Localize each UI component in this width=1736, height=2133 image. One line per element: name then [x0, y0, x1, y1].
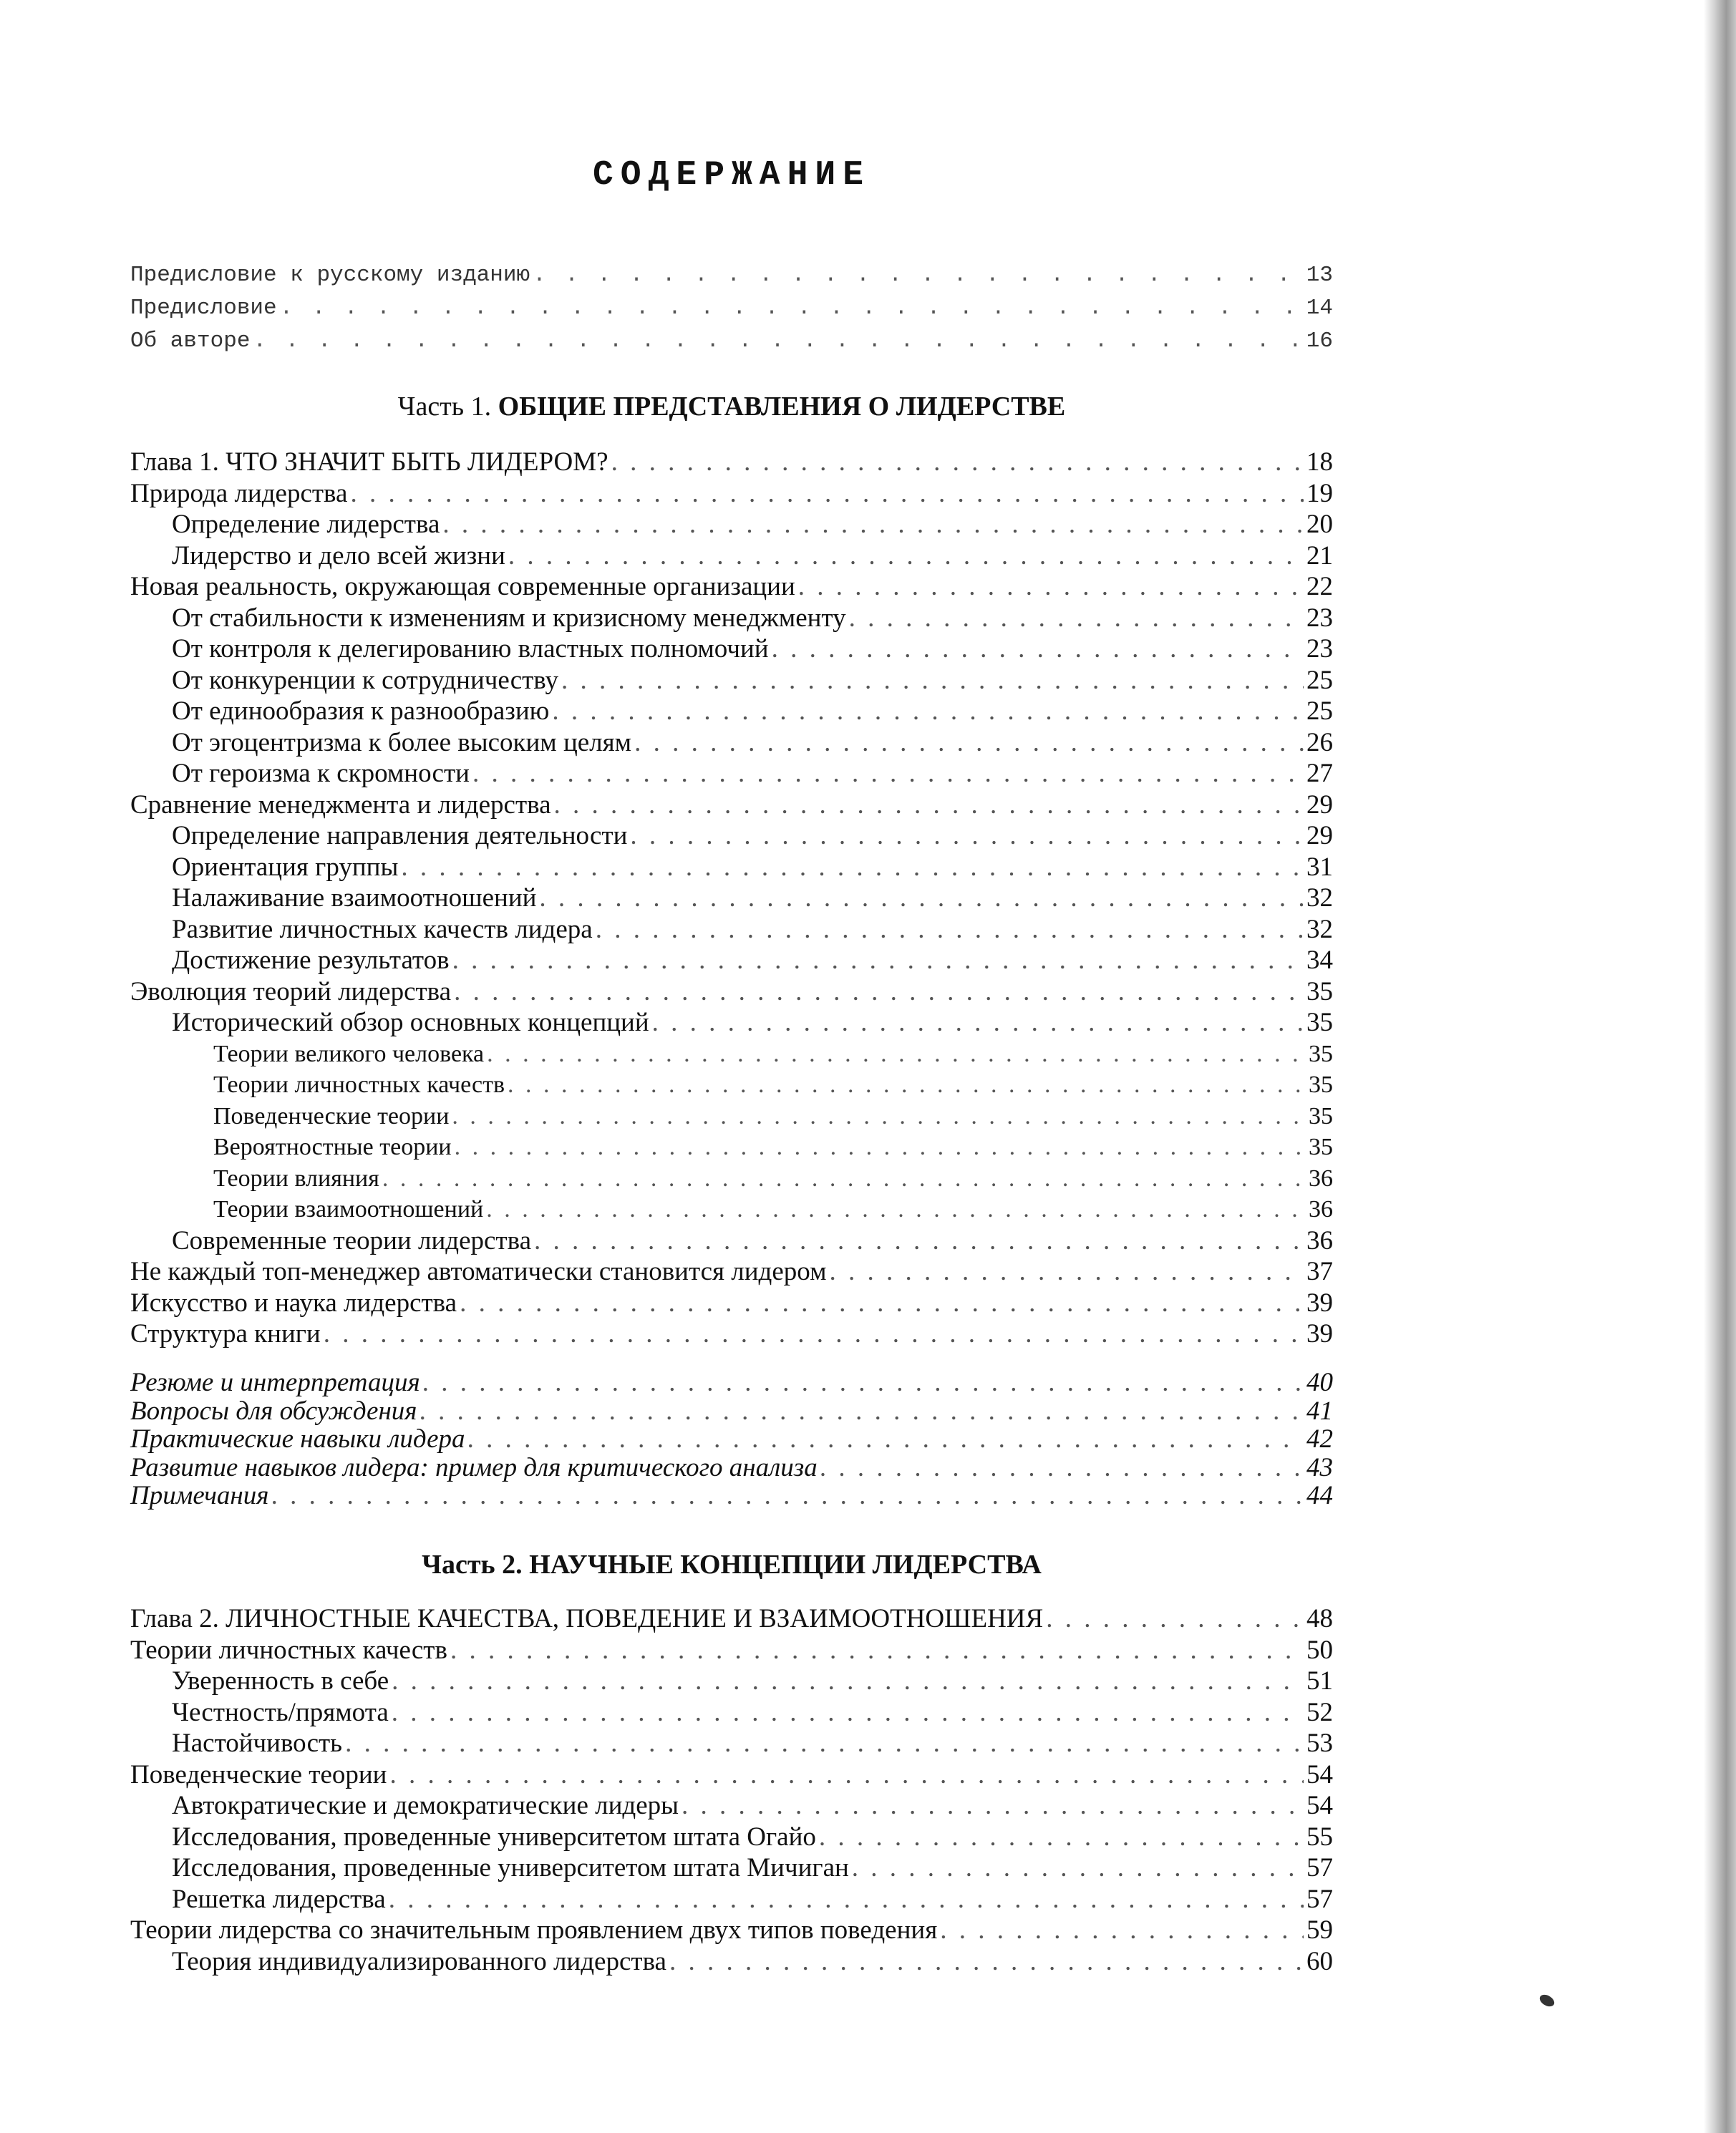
toc-entry[interactable] [130, 633, 1333, 665]
dot-leader [420, 1397, 1304, 1426]
toc-entry[interactable] [130, 1697, 1333, 1729]
toc-entry[interactable] [130, 1007, 1333, 1039]
toc-entry-page: 54 [1306, 1759, 1333, 1789]
toc-entry-page: 44 [1306, 1481, 1333, 1510]
dot-leader [324, 1318, 1304, 1350]
toc-entry-page: 35 [1309, 1134, 1333, 1160]
toc-entry-title: Не каждый топ-менеджер автоматически становится лидером [130, 1257, 827, 1286]
toc-entry-title: Теории взаимоотношений [213, 1196, 484, 1223]
part1-title: ОБЩИЕ ПРЕДСТАВЛЕНИЯ О ЛИДЕРСТВЕ [498, 392, 1066, 422]
toc-entry-page: 22 [1306, 572, 1333, 601]
toc-entry[interactable] [130, 1225, 1333, 1257]
toc-entry[interactable] [130, 1397, 1333, 1426]
toc-entry-page: 53 [1306, 1729, 1333, 1758]
toc-entry-title: Развитие навыков лидера: пример для критического анализа [130, 1452, 818, 1482]
toc-entry-title: Развитие личностных качеств лидера [172, 914, 593, 944]
dot-leader [819, 1822, 1304, 1853]
part1-heading [130, 391, 1333, 422]
dot-leader [798, 571, 1304, 603]
dot-leader [552, 696, 1304, 727]
toc-entry-page: 35 [1306, 1008, 1333, 1037]
toc-entry-page: 60 [1306, 1946, 1333, 1976]
dot-leader [852, 1852, 1304, 1884]
toc-entry-page: 48 [1306, 1604, 1333, 1633]
toc-entry-page: 25 [1306, 696, 1333, 726]
part2-title: НАУЧНЫЕ КОНЦЕПЦИИ ЛИДЕРСТВА [529, 1550, 1042, 1580]
toc-entry[interactable] [130, 1369, 1333, 1397]
dot-leader [389, 1884, 1304, 1915]
dot-leader [401, 852, 1304, 883]
toc-entry[interactable] [130, 1666, 1333, 1697]
toc-entry-title: Определение направления деятельности [172, 821, 628, 850]
toc-entry[interactable] [130, 540, 1333, 572]
toc-entry-title: Искусство и наука лидерства [130, 1288, 457, 1318]
toc-entry[interactable] [130, 1288, 1333, 1319]
toc-entry[interactable] [130, 1132, 1333, 1163]
toc-entry-title: Уверенность в себе [172, 1666, 389, 1696]
toc-entry[interactable] [130, 1454, 1333, 1482]
toc-entry-title: Теория индивидуализированного лидерства [172, 1946, 666, 1976]
toc-entry-title: Вопросы для обсуждения [130, 1396, 417, 1426]
toc-entry[interactable] [130, 727, 1333, 759]
toc-entry[interactable] [130, 789, 1333, 821]
toc-entry-title: Поведенческие теории [213, 1102, 450, 1129]
toc-entry-page: 51 [1306, 1666, 1333, 1696]
dot-leader [596, 914, 1304, 946]
toc-entry[interactable] [130, 976, 1333, 1008]
dot-leader [772, 633, 1304, 665]
toc-entry[interactable] [130, 1946, 1333, 1978]
toc-entry[interactable] [130, 1163, 1333, 1195]
toc-entry[interactable] [130, 1039, 1333, 1070]
toc-entry-page: 29 [1306, 821, 1333, 850]
dot-leader [830, 1256, 1304, 1288]
dot-leader [253, 325, 1303, 358]
toc-entry-title: Исследования, проведенные университетом штата Огайо [172, 1822, 816, 1852]
dot-leader [849, 603, 1304, 634]
toc-entry-page: 39 [1306, 1288, 1333, 1318]
toc-entry-title: Сравнение менеджмента и лидерства [130, 789, 551, 820]
toc-entry-page: 18 [1306, 447, 1333, 477]
toc-entry-title: От эгоцентризма к более высоким целям [172, 727, 632, 757]
toc-entry-page: 23 [1306, 634, 1333, 664]
toc-entry-page: 37 [1306, 1257, 1333, 1286]
dot-leader [669, 1946, 1304, 1978]
dot-leader [460, 1288, 1304, 1319]
toc-entry-title: Новая реальность, окружающая современные организации [130, 572, 795, 601]
toc-entry[interactable] [130, 1318, 1333, 1350]
toc-entry-page: 41 [1306, 1396, 1333, 1426]
toc-entry-title: Практические навыки лидера [130, 1424, 465, 1454]
dot-leader [486, 1194, 1306, 1225]
dot-leader [423, 1369, 1304, 1397]
toc-entry-title: Резюме и интерпретация [130, 1368, 420, 1397]
toc-entry[interactable] [130, 883, 1333, 914]
toc-entry-page: 16 [1306, 329, 1333, 354]
toc-entry[interactable] [130, 758, 1333, 789]
toc-entry-page: 14 [1306, 296, 1333, 321]
toc-entry[interactable] [130, 1603, 1333, 1635]
toc-entry[interactable] [130, 914, 1333, 946]
toc-entry[interactable] [130, 603, 1333, 634]
dot-leader [820, 1454, 1304, 1482]
page-title: СОДЕРЖАНИЕ [592, 156, 871, 195]
toc-entry[interactable] [130, 292, 1333, 325]
dot-leader [280, 292, 1304, 325]
toc-entry-page: 35 [1309, 1040, 1333, 1067]
toc-entry[interactable] [130, 1852, 1333, 1884]
scan-speck [1538, 1992, 1556, 2008]
dot-leader [345, 1728, 1304, 1759]
toc-entry-page: 29 [1306, 789, 1333, 820]
dot-leader [452, 945, 1304, 976]
dot-leader [682, 1790, 1304, 1822]
dot-leader [382, 1163, 1306, 1195]
toc-entry-title: От контроля к делегированию властных полномочий [172, 634, 769, 664]
toc-entry-title: Достижение результатов [172, 946, 450, 975]
part1-entries-list [130, 447, 1333, 1350]
toc-entry-page: 50 [1306, 1635, 1333, 1665]
dot-leader [634, 727, 1304, 759]
toc-entry-title: Современные теории лидерства [172, 1225, 531, 1255]
toc-entry[interactable] [130, 696, 1333, 727]
toc-entry-title: Налаживание взаимоотношений [172, 883, 537, 913]
dot-leader [389, 1759, 1304, 1791]
toc-entry-page: 35 [1309, 1102, 1333, 1129]
toc-entry-page: 36 [1306, 1225, 1333, 1255]
part2-entries-list [130, 1603, 1333, 1977]
dot-leader [652, 1007, 1304, 1039]
toc-entry-page: 54 [1306, 1791, 1333, 1820]
toc-entry-title: От стабильности к изменениям и кризисному менеджменту [172, 603, 846, 633]
toc-entry-title: Лидерство и дело всей жизни [172, 540, 505, 570]
toc-entry[interactable] [130, 1790, 1333, 1822]
toc-entry-page: 32 [1306, 914, 1333, 944]
dot-leader [455, 1132, 1306, 1163]
toc-entry-page: 20 [1306, 510, 1333, 539]
dot-leader [350, 478, 1304, 510]
toc-entry-page: 42 [1306, 1424, 1333, 1454]
toc-entry-title: Теории великого человека [213, 1040, 485, 1067]
dot-leader [450, 1635, 1304, 1666]
toc-entry-page: 34 [1306, 946, 1333, 975]
toc-entry-page: 52 [1306, 1697, 1333, 1727]
toc-entry-title: Эволюция теорий лидерства [130, 976, 452, 1006]
toc-entry[interactable] [130, 1728, 1333, 1759]
part2-heading [130, 1549, 1333, 1580]
toc-entry[interactable] [130, 1482, 1333, 1510]
dot-leader [454, 976, 1304, 1008]
dot-leader [940, 1915, 1304, 1946]
dot-leader [392, 1666, 1304, 1697]
part1-label: Часть 1. [397, 392, 492, 422]
toc-entry[interactable] [130, 852, 1333, 883]
toc-entry-page: 32 [1306, 883, 1333, 913]
toc-entry-title: Глава 1. ЧТО ЗНАЧИТ БЫТЬ ЛИДЕРОМ? [130, 447, 608, 477]
dot-leader [271, 1482, 1304, 1510]
toc-entry-title: Об авторе [130, 329, 251, 354]
toc-entry-title: От героизма к скромности [172, 759, 470, 788]
toc-entry-title: Вероятностные теории [213, 1134, 452, 1160]
toc-entry[interactable] [130, 1915, 1333, 1946]
toc-entry-title: Ориентация группы [172, 852, 399, 882]
toc-entry-page: 59 [1306, 1915, 1333, 1945]
toc-entry-title: Природа лидерства [130, 478, 348, 508]
toc-entry[interactable] [130, 259, 1333, 292]
toc-entry-title: Определение лидерства [172, 510, 440, 539]
toc-entry[interactable] [130, 1069, 1333, 1101]
toc-entry-title: Предисловие [130, 296, 277, 321]
toc-entry-page: 26 [1306, 727, 1333, 757]
toc-entry-title: Честность/прямота [172, 1697, 389, 1727]
toc-entry-page: 36 [1309, 1165, 1333, 1192]
toc-entry-page: 23 [1306, 603, 1333, 633]
page-edge-shadow [1704, 0, 1736, 2133]
toc-entry[interactable] [130, 1822, 1333, 1853]
toc-entry[interactable] [130, 1884, 1333, 1915]
dot-leader [1046, 1603, 1304, 1635]
toc-entry-title: Исследования, проведенные университетом штата Мичиган [172, 1853, 849, 1882]
toc-entry[interactable] [130, 447, 1333, 478]
toc-entry-title: Настойчивость [172, 1729, 343, 1758]
part1-extras-list [130, 1369, 1333, 1510]
toc-entry[interactable] [130, 1194, 1333, 1225]
toc-entry-page: 55 [1306, 1822, 1333, 1852]
dot-leader [508, 540, 1304, 572]
toc-entry[interactable] [130, 1256, 1333, 1288]
toc-entry-title: Теории лидерства со значительным проявлением двух типов поведения [130, 1915, 938, 1945]
toc-entry-page: 13 [1306, 263, 1333, 288]
toc-entry-title: Поведенческие теории [130, 1759, 387, 1789]
toc-entry[interactable] [130, 1635, 1333, 1666]
part2-label: Часть 2. [422, 1550, 523, 1580]
dot-leader [442, 509, 1304, 540]
toc-entry-title: Структура книги [130, 1319, 321, 1349]
toc-entry-title: Исторический обзор основных концепций [172, 1008, 649, 1037]
front-matter-list [130, 259, 1333, 358]
toc-entry[interactable] [130, 478, 1333, 510]
dot-leader [392, 1697, 1304, 1729]
toc-entry-page: 57 [1306, 1853, 1333, 1882]
toc-entry-title: Предисловие к русскому изданию [130, 263, 530, 288]
toc-entry-title: Теории личностных качеств [130, 1635, 447, 1665]
toc-entry-title: Теории влияния [213, 1165, 379, 1192]
toc-entry-page: 21 [1306, 540, 1333, 570]
dot-leader [533, 259, 1304, 292]
toc-entry-page: 19 [1306, 478, 1333, 508]
toc-entry[interactable] [130, 1425, 1333, 1454]
dot-leader [508, 1069, 1306, 1101]
dot-leader [468, 1425, 1304, 1454]
toc-entry[interactable] [130, 945, 1333, 976]
dot-leader [452, 1101, 1306, 1132]
toc-entry-page: 40 [1306, 1368, 1333, 1397]
toc-entry-page: 27 [1306, 759, 1333, 788]
toc-entry-title: Теории личностных качеств [213, 1072, 505, 1098]
dot-leader [487, 1039, 1306, 1070]
dot-leader [472, 758, 1304, 789]
toc-entry-page: 57 [1306, 1884, 1333, 1914]
dot-leader [539, 883, 1304, 914]
toc-entry[interactable] [130, 1101, 1333, 1132]
toc-entry[interactable] [130, 325, 1333, 358]
toc-entry-title: Глава 2. ЛИЧНОСТНЫЕ КАЧЕСТВА, ПОВЕДЕНИЕ И ВЗАИМООТНОШЕНИЯ [130, 1604, 1044, 1633]
dot-leader [554, 789, 1304, 821]
toc-entry-page: 39 [1306, 1319, 1333, 1349]
toc-entry-title: От единообразия к разнообразию [172, 696, 550, 726]
toc-entry[interactable] [130, 820, 1333, 852]
toc-entry[interactable] [130, 1759, 1333, 1791]
toc-entry-page: 25 [1306, 665, 1333, 695]
dot-leader [534, 1225, 1304, 1257]
toc-entry-page: 35 [1309, 1072, 1333, 1098]
toc-entry-title: Примечания [130, 1481, 269, 1510]
dot-leader [611, 447, 1304, 478]
toc-entry[interactable] [130, 665, 1333, 696]
toc-entry-page: 31 [1306, 852, 1333, 882]
toc-entry[interactable] [130, 571, 1333, 603]
toc-entry-title: Автократические и демократические лидеры [172, 1791, 679, 1820]
dot-leader [561, 665, 1304, 696]
toc-entry-page: 36 [1309, 1196, 1333, 1223]
toc-entry-title: Решетка лидерства [172, 1884, 386, 1914]
toc-entry-page: 35 [1306, 976, 1333, 1006]
dot-leader [630, 820, 1304, 852]
toc-entry-page: 43 [1306, 1452, 1333, 1482]
toc-entry-title: От конкуренции к сотрудничеству [172, 665, 559, 695]
toc-entry[interactable] [130, 509, 1333, 540]
